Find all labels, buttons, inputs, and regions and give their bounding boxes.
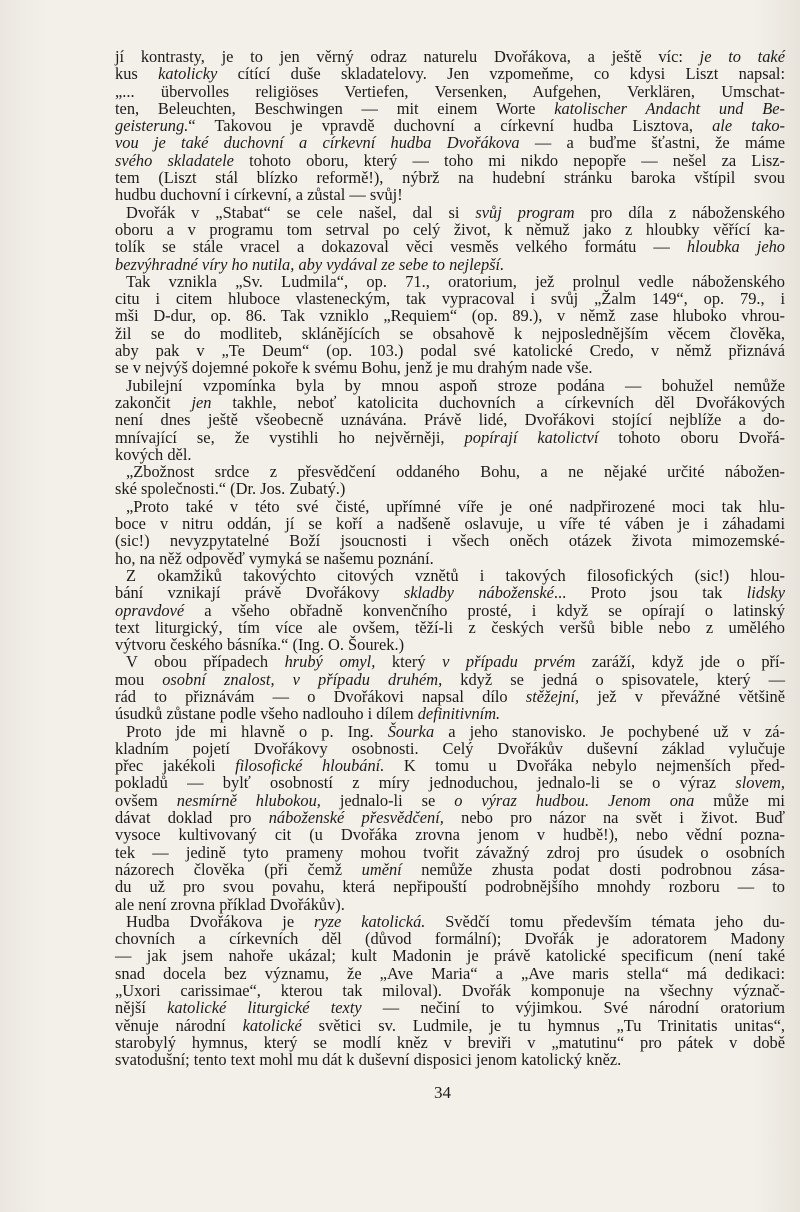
text-segment: Z okamžiků takovýchto citových vznětů i takových filosofických (sic!) hlou-: [126, 565, 785, 585]
text-segment: tohoto oboru, který — toho mi nikdo nepopře — nešel za Lisz-: [233, 150, 785, 170]
text-segment: „Uxori carissimae“, kterou tak miloval). Dvořák komponuje na všechny význač-: [115, 981, 785, 1001]
text-line: [115, 844, 785, 861]
text-segment: “ Takovou je vpravdě duchovní a církevní hudba Lisztova,: [188, 116, 713, 136]
text-line: [115, 688, 785, 705]
text-line: [115, 290, 785, 307]
text-segment: ho, na něž odpověď vymyká se našemu poznání.: [115, 548, 434, 568]
text-line: [115, 826, 785, 843]
italic-text: ale tako-: [712, 116, 785, 136]
text-line: [115, 567, 785, 584]
text-segment: Tak vznikla „Sv. Ludmila“, op. 71., oratorium, jež prolnul vedle náboženského: [126, 271, 785, 291]
italic-text: hloubka jeho: [686, 237, 785, 257]
text-line: [115, 480, 785, 497]
text-line: [115, 532, 785, 549]
text-segment: a jeho stanovisko. Je pochybené už v zá-: [434, 721, 785, 741]
text-line: [115, 48, 785, 65]
text-segment: který: [375, 652, 443, 672]
text-segment: tohoto oboru Dvořá-: [598, 427, 786, 447]
text-segment: ale není zrovna příklad Dvořákův).: [115, 894, 345, 914]
italic-text: katolicky: [158, 64, 218, 84]
text-line: [115, 273, 785, 290]
text-line: [115, 653, 785, 670]
text-line: [115, 342, 785, 359]
italic-text: stěžejní,: [525, 686, 580, 706]
italic-text: skladby náboženské: [403, 583, 554, 603]
text-segment: zakončit: [115, 392, 192, 412]
text-segment: Proto jde mi hlavně o p. Ing.: [126, 721, 388, 741]
text-segment: věnuje národní: [115, 1015, 243, 1035]
italic-text: v případu prvém: [442, 652, 576, 672]
italic-text: katolické: [242, 1015, 302, 1035]
text-segment: tek — jedině tyto prameny mohou tvořit závažný zdroj pro úsudek o osobních: [115, 842, 785, 862]
italic-text: svůj program: [475, 202, 575, 222]
text-segment: Svědčí tomu především témata jeho du-: [425, 911, 785, 931]
text-line: [115, 947, 785, 964]
text-segment: takhle, neboť katolicita duchovních a církevních děl Dvořákových: [211, 392, 785, 412]
italic-text: Šourka: [387, 721, 435, 741]
italic-text: filosofické hloubání.: [235, 756, 385, 776]
text-line: [115, 204, 785, 221]
text-segment: oboru a v programu tom setrval po celý život, k němuž jako z hloubky věřící ka-: [115, 219, 785, 239]
italic-text: geisterung.: [115, 116, 189, 136]
italic-text: hrubý omyl,: [284, 652, 376, 672]
text-line: [115, 1034, 785, 1051]
text-segment: když se jedná o spisovatele, který —: [442, 669, 785, 689]
text-segment: V obou případech: [126, 652, 285, 672]
text-line: [115, 221, 785, 238]
italic-text: katolické liturgické texty: [167, 998, 362, 1018]
text-segment: vysoce kultivovaný cit (u Dvořáka zrovna jenom v hudbě!), nebo vědní pozna-: [115, 825, 785, 845]
italic-text: umění: [361, 859, 402, 879]
text-line: [115, 636, 785, 653]
text-line: [115, 723, 785, 740]
text-line: [115, 584, 785, 601]
text-segment: jednalo-li se: [320, 790, 455, 810]
text-segment: tolík se stále vracel a dokazoval věci vesměs velkého formátu —: [115, 237, 687, 257]
text-segment: a všeho obřadně konvenčního prosté, i když se opírají o latinský: [184, 600, 785, 620]
text-segment: výtvoru českého básníka.“ (Ing. O. Šourek.): [115, 635, 405, 655]
text-segment: Dvořák v „Stabat“ se cele našel, dal si: [126, 202, 476, 222]
text-line: [115, 498, 785, 515]
text-segment: nemůže zhusta podat dosti podrobnou zása-: [401, 859, 785, 879]
italic-text: je to také: [699, 47, 785, 66]
text-segment: názorech člověka (při čemž: [115, 859, 362, 879]
text-line: [115, 965, 785, 982]
text-segment: citu i citem hluboce vlasteneckým, tak vypracoval i svůj „Žalm 149“, op. 79., i: [115, 289, 785, 309]
text-line: [115, 602, 785, 619]
text-segment: pokladů — bylť osobností z míry jednoduchou, jednalo-li se o výraz: [115, 773, 736, 793]
text-line: [115, 152, 785, 169]
text-line: [115, 878, 785, 895]
text-segment: kus: [115, 64, 159, 84]
text-segment: jí kontrasty, je to jen věrný odraz naturelu Dvořákova, a ještě víc:: [115, 47, 700, 66]
text-segment: mši D-dur, op. 86. Tak vzniklo „Requiem“ (op. 89.), v němž zase hluboko vhrou-: [115, 306, 785, 326]
text-segment: se v nejvýš dojemné pokoře k svému Bohu, jenž je mu drahým nade vše.: [115, 358, 593, 378]
body-text: [115, 48, 785, 1069]
text-line: [115, 515, 785, 532]
text-line: [115, 792, 785, 809]
text-segment: bání vznikají právě Dvořákovy: [115, 583, 404, 603]
text-segment: kladním pojetí Dvořákovy osobnosti. Celý Dvořákův duševní základ vylučuje: [115, 738, 785, 758]
text-segment: světici sv. Ludmile, je tu hymnus „Tu Trinitatis unitas“,: [301, 1015, 785, 1035]
text-segment: ovšem: [115, 790, 177, 810]
text-segment: dávat doklad pro: [115, 808, 269, 828]
text-segment: text liturgický, tím více ale ovšem, těží-li z českých veršů bible nebo z umělého: [115, 617, 785, 637]
text-line: [115, 913, 785, 930]
text-line: [115, 999, 785, 1016]
text-line: [115, 169, 785, 186]
text-segment: úsudků zůstane podle všeho nadlouho i dílem: [115, 704, 418, 724]
text-line: [115, 359, 785, 376]
text-line: [115, 394, 785, 411]
text-line: [115, 117, 785, 134]
italic-text: o výraz hudbou. Jenom ona: [454, 790, 695, 810]
italic-text: slovem,: [735, 773, 785, 793]
text-segment: žil se do modliteb, sklánějících se obsahově k nejposlednějším věcem člověka,: [115, 323, 785, 343]
text-line: [115, 705, 785, 722]
page-number: 34: [434, 1083, 451, 1102]
text-segment: Hudba Dvořákova je: [126, 911, 314, 931]
text-segment: starobylý hymnus, který se modlí kněz v breviři v „matutinu“ pro pátek v době: [115, 1032, 785, 1052]
text-segment: cítící duše skladatelovy. Jen vzpomeňme, co kdysi Liszt napsal:: [217, 64, 785, 84]
text-segment: aby pak v „Te Deum“ (op. 103.) podal své katolické Credo, v němž přiznává: [115, 341, 785, 361]
italic-text: svého skladatele: [115, 150, 234, 170]
italic-text: náboženské přesvědčení,: [268, 808, 444, 828]
text-segment: ... Proto jsou tak: [553, 583, 747, 603]
text-segment: ské společnosti.“ (Dr. Jos. Zubatý.): [115, 479, 346, 499]
text-line: [115, 896, 785, 913]
italic-text: lidsky: [746, 583, 785, 603]
text-line: [115, 861, 785, 878]
text-segment: není dnes ještě všeobecně uznávána. Právě lidé, Dvořákovi stojící nejblíže a do-: [115, 410, 785, 430]
text-segment: — a buďme šťastni, že máme: [519, 133, 785, 153]
text-segment: du už pro svou povahu, která nepřipouští podrobnějšího mnohdy rozboru — to: [115, 877, 785, 897]
text-line: [115, 550, 785, 567]
text-line: [115, 307, 785, 324]
text-segment: nější: [115, 998, 168, 1018]
text-line: [115, 757, 785, 774]
text-segment: kových děl.: [115, 444, 192, 464]
text-segment: snad docela bez významu, že „Ave Maria“ a „Ave maris stella“ má dedikaci:: [115, 963, 785, 983]
text-line: [115, 411, 785, 428]
text-segment: přec jakékoli: [115, 756, 236, 776]
text-segment: pro díla z náboženského: [574, 202, 785, 222]
text-line: [115, 740, 785, 757]
italic-text: popírají katolictví: [464, 427, 599, 447]
text-line: [115, 238, 785, 255]
text-segment: Jubilejní vzpomínka byla by mnou aspoň stroze podána — bohužel nemůže: [126, 375, 785, 395]
text-line: [115, 809, 785, 826]
text-segment: mnívající se, že vystihli ho nejvěrněji,: [115, 427, 465, 447]
text-segment: ten, Beleuchten, Beschwingen — mit einem Worte: [115, 98, 555, 118]
text-segment: boce v nitru oddán, jí se koří a nadšeně oslavuje, u víře té váben je i záhadami: [115, 514, 785, 534]
italic-text: katolischer Andacht und Be-: [554, 98, 786, 118]
text-segment: mou: [115, 669, 163, 689]
text-line: [115, 186, 785, 203]
text-segment: chovních a církevních děl (důvod formální); Dvořák je adoratorem Madony: [115, 929, 785, 949]
text-line: [115, 774, 785, 791]
text-line: [115, 325, 785, 342]
text-line: [115, 83, 785, 100]
text-line: [115, 1017, 785, 1034]
text-segment: — nečiní to výjimkou. Své národní oratorium: [361, 998, 785, 1018]
italic-text: bezvýhradné víry ho nutila, aby vydával ze sebe to nejlepší.: [115, 254, 505, 274]
text-line: [115, 256, 785, 273]
text-line: [115, 930, 785, 947]
text-segment: může mi: [694, 790, 785, 810]
text-segment: nebo pro názor na svět i život. Buď: [443, 808, 785, 828]
text-segment: zaráží, když jde o pří-: [575, 652, 786, 672]
italic-text: vou je také duchovní a církevní hudba Dvořákova: [115, 133, 520, 153]
text-line: [115, 65, 785, 82]
italic-text: nesmírně hlubokou,: [176, 790, 321, 810]
italic-text: definitivním.: [417, 704, 501, 724]
text-line: [115, 446, 785, 463]
text-line: [115, 463, 785, 480]
text-line: [115, 982, 785, 999]
text-segment: tem (Liszt stál blízko reformě!), nýbrž na hudební stránku baroka vštípil svou: [115, 168, 785, 188]
italic-text: osobní znalost, v případu druhém,: [162, 669, 443, 689]
italic-text: jen: [191, 392, 212, 412]
text-segment: rád to přiznávám — o Dvořákovi napsal dílo: [115, 686, 526, 706]
text-segment: — jak jsem nahoře ukázal; kult Madonin je právě katolické specificum (není také: [115, 946, 785, 966]
text-segment: K tomu u Dvořáka nebylo nejmenších před-: [384, 756, 785, 776]
text-segment: „... übervolles religiöses Vertiefen, Versenken, Aufgehen, Verklären, Umschat-: [115, 81, 785, 101]
text-line: [115, 377, 785, 394]
text-line: [115, 429, 785, 446]
text-segment: jež v převážné většině: [579, 686, 785, 706]
italic-text: opravdové: [115, 600, 185, 620]
text-segment: hudbu duchovní i církevní, a zůstal — svůj!: [115, 185, 403, 205]
text-segment: „Proto také v této své čisté, upřímné víře je oné nadpřirozené moci tak hlu-: [126, 496, 785, 516]
text-segment: svatodušní; tento text mohl mu dát k duševní disposici jenom katolický kněz.: [115, 1050, 622, 1070]
italic-text: ryze katolická.: [314, 911, 426, 931]
text-line: [115, 134, 785, 151]
text-segment: (sic!) nevyzpytatelné Boží jsoucnosti i všech oněch otázek života mimozemské-: [115, 531, 785, 551]
text-line: [115, 100, 785, 117]
text-segment: „Zbožnost srdce z přesvědčení oddaného Bohu, a ne nějaké určité nábožen-: [126, 462, 785, 482]
text-line: [115, 619, 785, 636]
text-line: [115, 671, 785, 688]
text-line: [115, 1051, 785, 1068]
